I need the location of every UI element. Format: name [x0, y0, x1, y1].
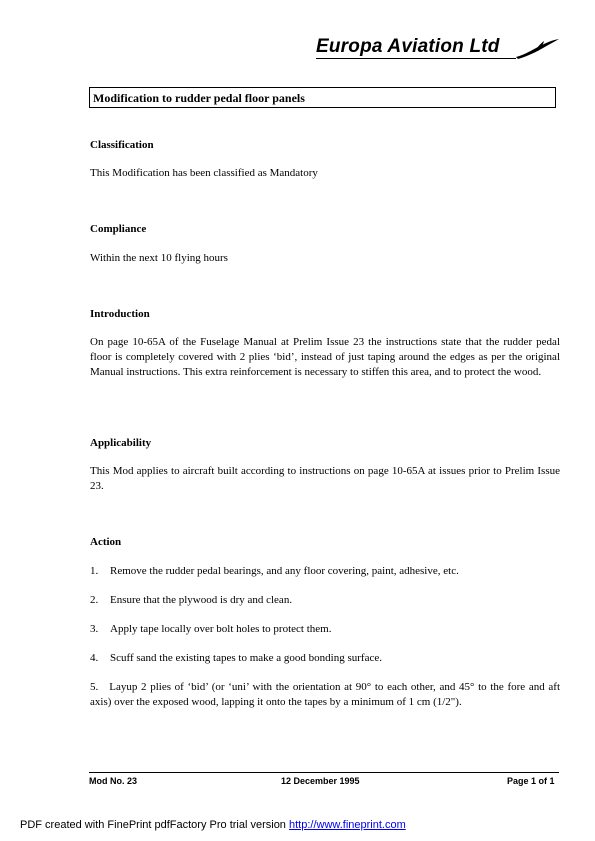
compliance-heading: Compliance — [90, 223, 147, 235]
action-heading: Action — [90, 536, 122, 548]
trial-notice — [20, 818, 406, 832]
applicability-text: This Mod applies to aircraft built according to instructions on page 10-65A at issues prior to Prelim Issue 23. — [90, 465, 560, 492]
action-item-text: Ensure that the plywood is dry and clean. — [110, 594, 293, 606]
company-logo — [316, 36, 561, 66]
action-item-number: 2. — [90, 594, 99, 606]
introduction-heading: Introduction — [90, 308, 150, 320]
document-title-box — [89, 87, 556, 108]
compliance-text: Within the next 10 flying hours — [90, 252, 228, 264]
classification-text: This Modification has been classified as Mandatory — [90, 167, 318, 179]
action-item-text: Scuff sand the existing tapes to make a good bonding surface. — [110, 652, 382, 664]
logo-underline — [316, 58, 516, 59]
action-item-number: 3. — [90, 623, 99, 635]
bird-logo-icon — [514, 38, 560, 60]
action-item-5 — [90, 680, 560, 710]
action-item-number: 4. — [90, 652, 99, 664]
applicability-heading: Applicability — [90, 437, 152, 449]
logo-text: Europa Aviation Ltd — [316, 36, 500, 57]
introduction-text: On page 10-65A of the Fuselage Manual at Prelim Issue 23 the instructions state that the rudder pedal floor is completely covered with 2 plies ‘bid’, instead of just taping around the edges as per the original Manual instructions. This extra reinforcement is necessary to stiffen this area, and to protect the wood. — [90, 336, 560, 378]
footer-mod-number: Mod No. 23 — [89, 776, 138, 786]
footer-date: 12 December 1995 — [281, 776, 360, 786]
footer-page-number: Page 1 of 1 — [507, 776, 555, 786]
trial-notice-text: PDF created with FinePrint pdfFactory Pro trial version — [20, 819, 289, 831]
classification-heading: Classification — [90, 139, 154, 151]
action-item-text: Remove the rudder pedal bearings, and any floor covering, paint, adhesive, etc. — [110, 565, 459, 577]
trial-link[interactable]: http://www.fineprint.com — [288, 819, 406, 831]
document-title: Modification to rudder pedal floor panels — [93, 91, 305, 105]
action-item-number: 5. — [90, 681, 99, 693]
action-item-text: Layup 2 plies of ‘bid’ (or ‘uni’ with the orientation at 90° to each other, and 45° to the fore and aft axis) over the exposed wood, lapping it onto the tapes by a minimum of 1 cm (1/2"). — [90, 681, 560, 708]
action-item-number: 1. — [90, 565, 99, 577]
footer-rule — [89, 772, 559, 773]
action-item-text: Apply tape locally over bolt holes to protect them. — [110, 623, 332, 635]
